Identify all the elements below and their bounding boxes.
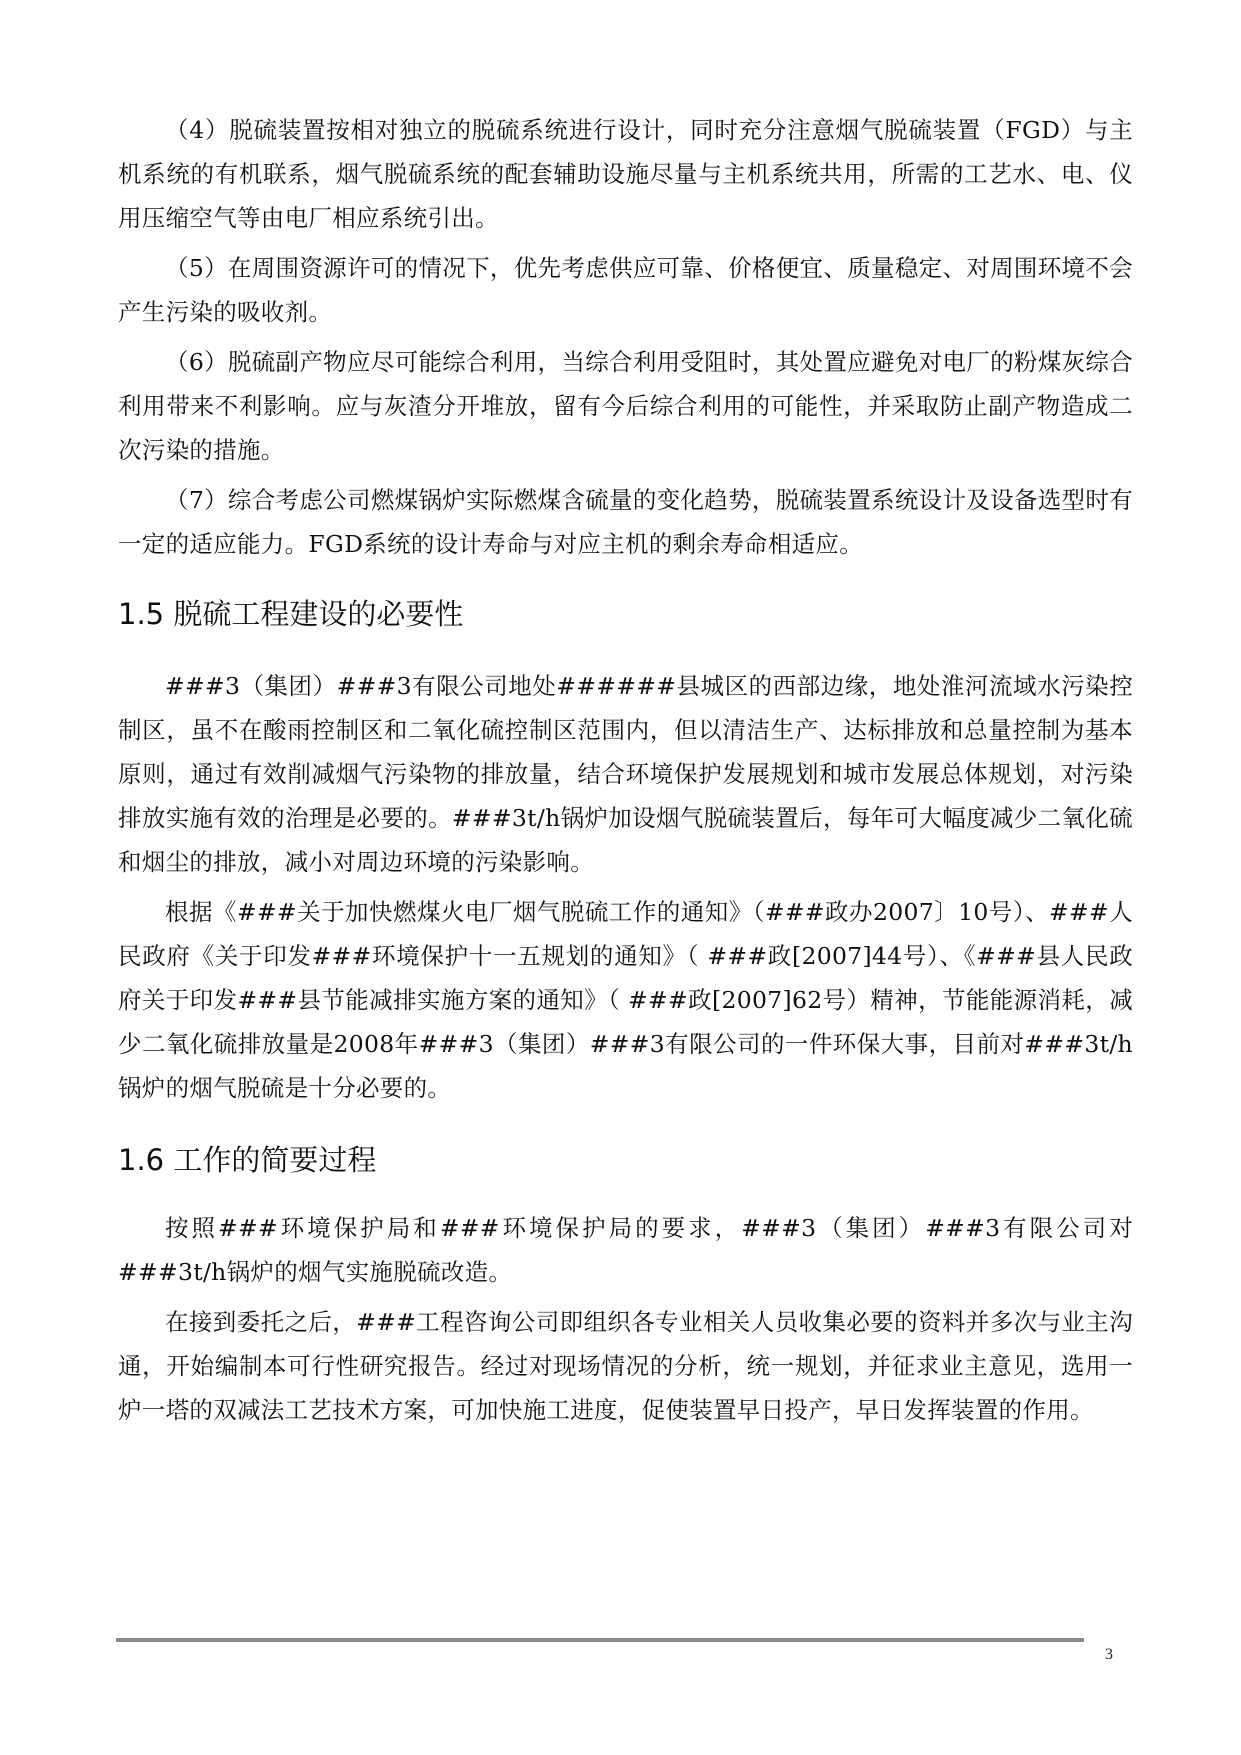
section-1-5-paragraph-2: 根据《###关于加快燃煤火电厂烟气脱硫工作的通知》（###政办2007〕10号）、###人民政府《关于印发###环境保护十一五规划的通知》（ ###政[2007]44号）、《###县人民政府关于印发###县节能减排实施方案的通知》（ ###政[2007]62号）精神，节能能源消耗，减少二氧化硫排放量是2008年###3（集团）###3有限公司的一件环保大事，目前对###3t/h锅炉的烟气脱硫是十分必要的。 [118, 898, 1133, 1102]
page-number: 3 [1105, 1646, 1113, 1663]
section-1-6-paragraph-2: 在接到委托之后，###工程咨询公司即组织各专业相关人员收集必要的资料并多次与业主沟通，开始编制本可行性研究报告。经过对现场情况的分析，统一规划，并征求业主意见，选用一炉一塔的双减法工艺技术方案，可加快施工进度，促使装置早日投产，早日发挥装置的作用。 [118, 1308, 1133, 1424]
paragraph-item-4: （4）脱硫装置按相对独立的脱硫系统进行设计，同时充分注意烟气脱硫装置（FGD）与主机系统的有机联系，烟气脱硫系统的配套辅助设施尽量与主机系统共用，所需的工艺水、电、仪用压缩空气等由电厂相应系统引出。 [118, 116, 1133, 232]
section-1-5-paragraph-1: ###3（集团）###3有限公司地处######县城区的西部边缘，地处淮河流域水污染控制区，虽不在酸雨控制区和二氧化硫控制区范围内，但以清洁生产、达标排放和总量控制为基本原则，通过有效削减烟气污染物的排放量，结合环境保护发展规划和城市发展总体规划，对污染排放实施有效的治理是必要的。###3t/h锅炉加设烟气脱硫装置后，每年可大幅度减少二氧化硫和烟尘的排放，减小对周边环境的污染影响。 [118, 672, 1133, 876]
section-1-6-paragraph-1: 按照###环境保护局和###环境保护局的要求，###3（集团）###3有限公司对###3t/h锅炉的烟气实施脱硫改造。 [118, 1214, 1133, 1286]
paragraph-item-7: （7）综合考虑公司燃煤锅炉实际燃煤含硫量的变化趋势，脱硫装置系统设计及设备选型时有一定的适应能力。FGD系统的设计寿命与对应主机的剩余寿命相适应。 [118, 486, 1133, 558]
page-content [118, 108, 1133, 1432]
paragraph-item-5: （5）在周围资源许可的情况下，优先考虑供应可靠、价格便宜、质量稳定、对周围环境不会产生污染的吸收剂。 [118, 254, 1133, 326]
section-heading-1-6: 1.6 工作的简要过程 [118, 1143, 377, 1177]
section-heading-1-5: 1.5 脱硫工程建设的必要性 [118, 597, 464, 631]
footer-divider [116, 1638, 1084, 1642]
paragraph-item-6: （6）脱硫副产物应尽可能综合利用，当综合利用受阻时，其处置应避免对电厂的粉煤灰综合利用带来不利影响。应与灰渣分开堆放，留有今后综合利用的可能性，并采取防止副产物造成二次污染的措施。 [118, 348, 1133, 464]
